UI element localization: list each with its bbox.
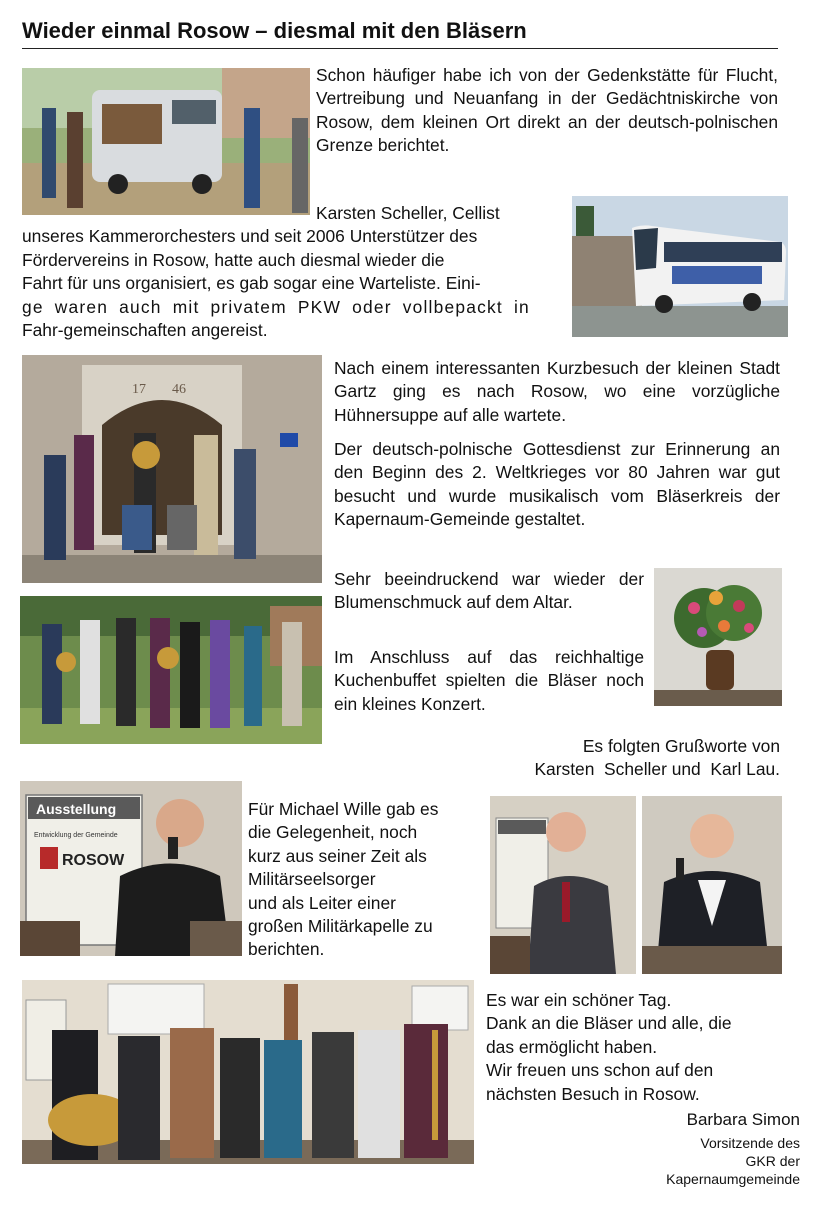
exhibit-sign-place: ROSOW [62, 852, 125, 869]
paragraph-gartz: Nach einem interessanten Kurzbesuch der kleinen Stadt Gartz ging es nach Rosow, wo eine vorzügliche Hühnersuppe auf alle wartete. [334, 358, 780, 425]
p8-line: Militärseelsorger [248, 869, 376, 890]
p8-line: großen Militärkapelle zu [248, 916, 433, 937]
photo-speaker-michael-wille [20, 781, 242, 956]
p8-line: und als Leiter einer [248, 892, 396, 913]
signature-role-line: Vorsitzende des [700, 1135, 800, 1151]
photo-bus [572, 196, 788, 337]
signature-name: Barbara Simon [686, 1110, 800, 1129]
photo-speaker-karsten-scheller [490, 796, 636, 974]
signature-role-line: GKR der [745, 1153, 800, 1169]
signature-role-line: Kapernaumgemeinde [666, 1171, 800, 1187]
p2-line: ge waren auch mit privatem PKW oder vollbepackt in [22, 296, 530, 317]
paragraph-flowers: Sehr beeindruckend war wieder der Blumenschmuck auf dem Altar. [334, 569, 644, 613]
paragraph-greetings [470, 735, 780, 782]
photo-speaker-karl-lau [642, 796, 782, 974]
paragraph-closing [486, 989, 796, 1106]
article-title: Wieder einmal Rosow – diesmal mit den Bläsern [22, 16, 778, 49]
paragraph-intro: Schon häufiger habe ich von der Gedenkstätte für Flucht, Vertreibung und Neuanfang in der Gedächtniskirche von Rosow, dem kleinen Ort direkt an der deutsch-polnischen Grenze berichtet. [316, 65, 778, 156]
p2-line: Fördervereins in Rosow, hatte auch diesmal wieder die [22, 249, 445, 270]
p2-line: unseres Kammerorchesters und seit 2006 Unterstützer des [22, 226, 478, 247]
photo-brass-group-indoor [22, 980, 474, 1164]
p8-line: berichten. [248, 939, 325, 960]
door-year-left: 17 [132, 382, 146, 397]
p2-line: Fahrt für uns organisiert, es gab sogar eine Warteliste. Eini- [22, 273, 481, 294]
exhibit-sign-subtitle: Entwicklung der Gemeinde [34, 832, 118, 839]
p9-line: das ermöglicht haben. [486, 1036, 658, 1057]
p8-line: kurz aus seiner Zeit als [248, 845, 427, 866]
p7-line: Karsten Scheller und Karl Lau. [534, 759, 780, 780]
door-year-right: 46 [172, 382, 186, 397]
exhibit-sign-title: Ausstellung [36, 801, 117, 817]
paragraph-michael-wille [248, 798, 484, 962]
p8-line: die Gelegenheit, noch [248, 822, 418, 843]
p2-line: Karsten Scheller, Cellist [316, 203, 500, 223]
p9-line: nächsten Besuch in Rosow. [486, 1083, 700, 1104]
photo-brass-church-door [22, 355, 322, 583]
signature [560, 1110, 800, 1188]
p7-line: Es folgten Grußworte von [582, 736, 780, 756]
p9-line: Es war ein schöner Tag. [486, 990, 672, 1010]
paragraph-concert: Im Anschluss auf das reichhaltige Kuchenbuffet spielten die Bläser noch ein kleines Konzert. [334, 647, 644, 714]
paragraph-service: Der deutsch-polnische Gottesdienst zur Erinnerung an den Beginn des 2. Weltkrieges vor 80 Jahren war gut besucht und wurde musikalisch vom Bläserkreis der Kapernaum-Gemeinde gestaltet. [334, 439, 780, 530]
p9-line: Wir freuen uns schon auf den [486, 1060, 714, 1081]
paragraph-organisation [22, 202, 570, 342]
photo-altar-flowers [654, 568, 782, 706]
p9-line: Dank an die Bläser und alle, die [486, 1013, 732, 1034]
photo-van-loading [22, 68, 310, 215]
p8-line: Für Michael Wille gab es [248, 799, 439, 819]
p2-line: Fahr-gemeinschaften angereist. [22, 320, 268, 341]
photo-brass-garden [20, 596, 322, 744]
